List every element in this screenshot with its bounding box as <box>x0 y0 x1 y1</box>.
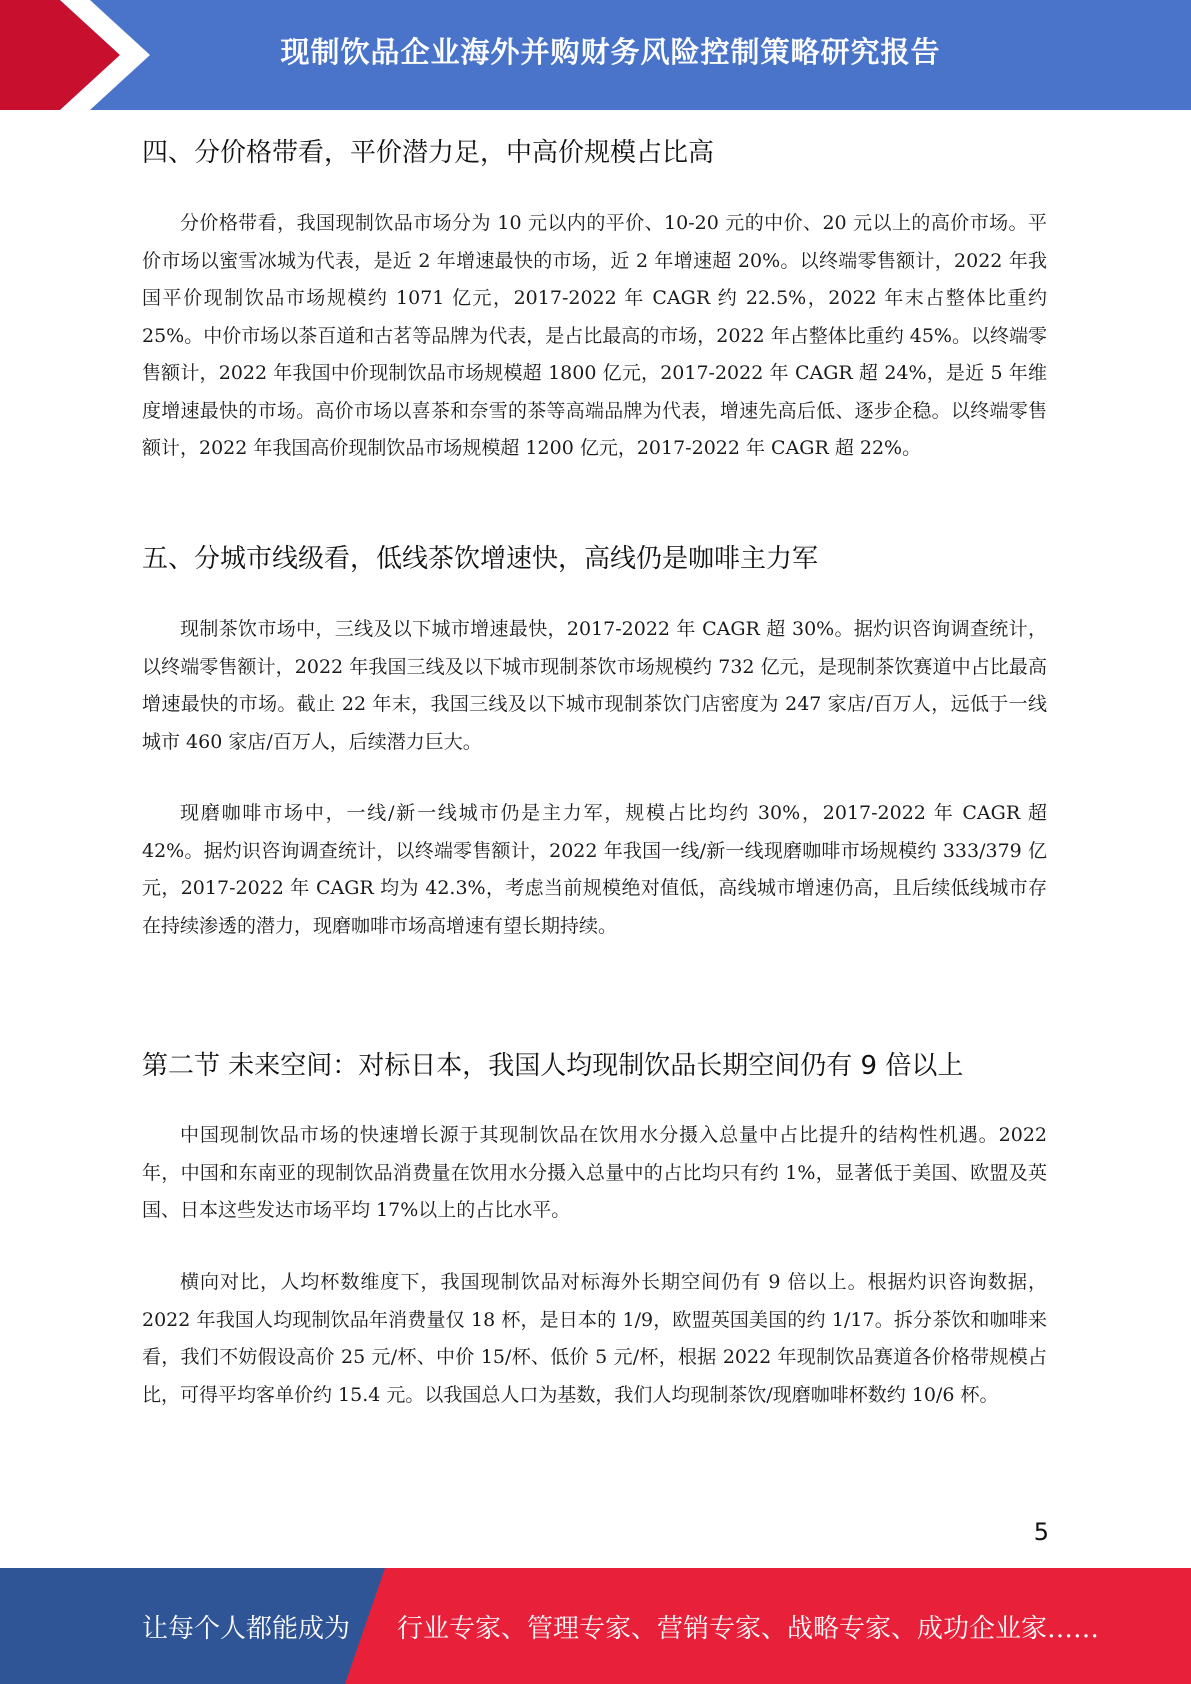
page-footer <box>0 1568 1191 1684</box>
paragraph: 横向对比，人均杯数维度下，我国现制饮品对标海外长期空间仍有 9 倍以上。根据灼识咨询数据，2022 年我国人均现制饮品年消费量仅 18 杯，是日本的 1/9，欧盟英国美国的约 1/17。拆分茶饮和咖啡来看，我们不妨假设高价 25 元/杯、中价 15/杯、低价 5 元/杯，根据 2022 年现制饮品赛道各价格带规模占比，可得平均客单价约 15.4 元。以我国总人口为基数，我们人均现制茶饮/现磨咖啡杯数约 10/6 杯。 <box>142 1271 1047 1406</box>
section-heading: 五、分城市线级看，低线茶饮增速快，高线仍是咖啡主力军 <box>142 544 819 574</box>
section-heading: 四、分价格带看，平价潜力足，中高价规模占比高 <box>142 138 715 168</box>
paragraph: 分价格带看，我国现制饮品市场分为 10 元以内的平价、10-20 元的中价、20 元以上的高价市场。平价市场以蜜雪冰城为代表，是近 2 年增速最快的市场，近 2 年增速超 20%。以终端零售额计，2022 年我国平价现制饮品市场规模约 1071 亿元，2017-2022 年 CAGR 约 22.5%，2022 年末占整体比重约 25%。中价市场以茶百道和古茗等品牌为代表，是占比最高的市场，2022 年占整体比重约 45%。以终端零售额计，2022 年我国中价现制饮品市场规模超 1800 亿元，2017-2022 年 CAGR 超 24%，是近 5 年维度增速最快的市场。高价市场以喜茶和奈雪的茶等高端品牌为代表，增速先高后低、逐步企稳。以终端零售额计，2022 年我国高价现制饮品市场规模超 1200 亿元，2017-2022 年 CAGR 超 22%。 <box>142 212 1047 459</box>
paragraph: 中国现制饮品市场的快速增长源于其现制饮品在饮用水分摄入总量中占比提升的结构性机遇。2022 年，中国和东南亚的现制饮品消费量在饮用水分摄入总量中的占比均只有约 1%，显著低于美国、欧盟及英国、日本这些发达市场平均 17%以上的占比水平。 <box>142 1124 1047 1221</box>
report-title: 现制饮品企业海外并购财务风险控制策略研究报告 <box>280 34 941 69</box>
footer-slogan-left: 让每个人都能成为 <box>142 1613 351 1644</box>
page-header <box>0 0 1191 110</box>
paragraph: 现制茶饮市场中，三线及以下城市增速最快，2017-2022 年 CAGR 超 30%。据灼识咨询调查统计，以终端零售额计，2022 年我国三线及以下城市现制茶饮市场规模约 732 亿元，是现制茶饮赛道中占比最高增速最快的市场。截止 22 年末，我国三线及以下城市现制茶饮门店密度为 247 家店/百万人，远低于一线城市 460 家店/百万人，后续潜力巨大。 <box>142 618 1047 753</box>
section-heading: 第二节 未来空间：对标日本，我国人均现制饮品长期空间仍有 9 倍以上 <box>142 1051 964 1081</box>
paragraph: 现磨咖啡市场中，一线/新一线城市仍是主力军，规模占比均约 30%，2017-2022 年 CAGR 超 42%。据灼识咨询调查统计，以终端零售额计，2022 年我国一线/新一线现磨咖啡市场规模约 333/379 亿元，2017-2022 年 CAGR 均为 42.3%，考虑当前规模绝对值低，高线城市增速仍高，且后续低线城市存在持续渗透的潜力，现磨咖啡市场高增速有望长期持续。 <box>142 802 1047 937</box>
footer-slogan-right: 行业专家、管理专家、营销专家、战略专家、成功企业家…… <box>397 1613 1100 1644</box>
page-number: 5 <box>1033 1518 1049 1546</box>
